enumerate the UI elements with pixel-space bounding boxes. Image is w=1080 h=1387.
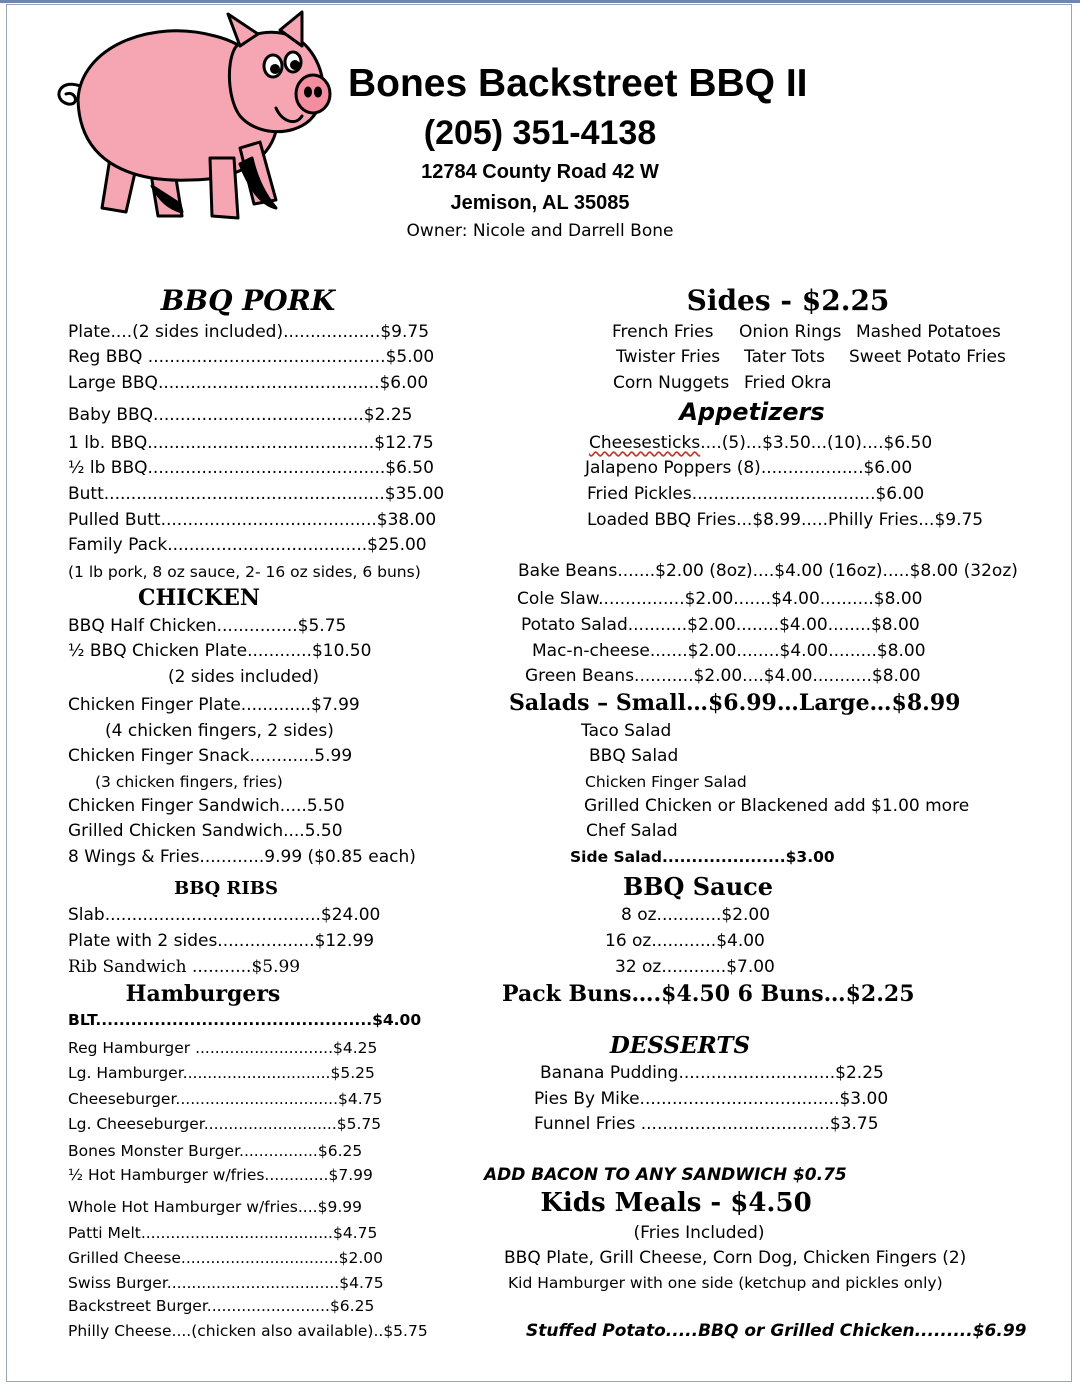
chicken-heading: CHICKEN (137, 585, 261, 611)
bulk-side-item: Bake Beans.......$2.00 (8oz)....$4.00 (16oz).....$8.00 (32oz) (518, 561, 1018, 581)
menu-item: Philly Cheese....(chicken also available)..$5.75 (68, 1322, 428, 1340)
appetizer-item: Loaded BBQ Fries...$8.99.....Philly Fries...$9.75 (587, 510, 984, 530)
cheesesticks-word: Cheesesticks (589, 433, 701, 453)
restaurant-title: Bones Backstreet BBQ II (348, 62, 808, 105)
menu-item: 8 Wings & Fries............9.99 ($0.85 each) (68, 847, 416, 867)
appetizer-item: Fried Pickles..................................$6.00 (587, 484, 925, 504)
menu-item: Backstreet Burger.........................$6.25 (68, 1297, 375, 1315)
side-item: Fried Okra (744, 373, 832, 393)
menu-item-note: (2 sides included) (168, 667, 319, 687)
sauce-item: 16 oz............$4.00 (605, 931, 765, 951)
menu-item-note: (1 lb pork, 8 oz sauce, 2- 16 oz sides, 6 buns) (68, 563, 421, 581)
bbq-sauce-heading: BBQ Sauce (622, 872, 774, 901)
menu-item: Reg Hamburger ............................$4.25 (68, 1039, 378, 1057)
stuffed-potato-line: Stuffed Potato.....BBQ or Grilled Chicken.........$6.99 (526, 1321, 1027, 1341)
kids-item: BBQ Plate, Grill Cheese, Corn Dog, Chicken Fingers (2) (504, 1248, 967, 1268)
salad-item: BBQ Salad (589, 746, 679, 766)
bacon-note: ADD BACON TO ANY SANDWICH $0.75 (484, 1165, 847, 1185)
bulk-side-item: Mac-n-cheese.......$2.00........$4.00.........$8.00 (532, 641, 926, 661)
menu-item: Plate....(2 sides included)..................$9.75 (68, 322, 430, 342)
bulk-side-item: Potato Salad...........$2.00........$4.00........$8.00 (521, 615, 920, 635)
menu-item: Cheeseburger.................................$4.75 (68, 1090, 383, 1108)
menu-item: Whole Hot Hamburger w/fries....$9.99 (68, 1198, 362, 1216)
menu-item: Chicken Finger Plate.............$7.99 (68, 695, 360, 715)
menu-item: Bones Monster Burger................$6.25 (68, 1142, 363, 1160)
menu-item: Butt....................................................$35.00 (68, 484, 445, 504)
bbq-ribs-heading: BBQ RIBS (174, 878, 278, 899)
side-item: French Fries (612, 322, 714, 342)
side-item: Mashed Potatoes (856, 322, 1001, 342)
side-item: Corn Nuggets (613, 373, 730, 393)
sauce-item: 8 oz............$2.00 (621, 905, 771, 925)
dessert-item: Pies By Mike.....................................$3.00 (534, 1089, 889, 1109)
buns-line: Pack Buns….$4.50 6 Buns…$2.25 (502, 981, 915, 1007)
kids-item: Kid Hamburger with one side (ketchup and pickles only) (508, 1274, 943, 1292)
appetizers-heading: Appetizers (679, 398, 825, 426)
kids-item-note: (Fries Included) (633, 1223, 765, 1243)
kids-meals-heading: Kids Meals - $4.50 (540, 1188, 812, 1218)
salad-item: Chicken Finger Salad (585, 773, 747, 791)
menu-item: Swiss Burger...................................$4.75 (68, 1274, 384, 1292)
menu-item: Slab........................................$24.00 (68, 905, 381, 925)
address-line-2: Jemison, AL 35085 (450, 192, 630, 214)
menu-item: Patti Melt.......................................$4.75 (68, 1224, 378, 1242)
hamburgers-heading: Hamburgers (125, 981, 281, 1007)
menu-item: ½ lb BBQ............................................$6.50 (68, 458, 434, 478)
dessert-item: Banana Pudding.............................$2.25 (540, 1063, 884, 1083)
side-item: Sweet Potato Fries (849, 347, 1006, 367)
owner-line: Owner: Nicole and Darrell Bone (406, 221, 674, 241)
menu-item: BLT...............................................$4.00 (68, 1011, 422, 1029)
menu-item: Reg BBQ ............................................$5.00 (68, 347, 435, 367)
side-salad-item: Side Salad.....................$3.00 (570, 848, 835, 866)
bulk-side-item: Green Beans...........$2.00....$4.00...........$8.00 (525, 666, 921, 686)
salads-heading: Salads – Small…$6.99…Large…$8.99 (509, 690, 961, 716)
salad-item: Grilled Chicken or Blackened add $1.00 more (584, 796, 970, 816)
cheesesticks-prices: ....(5)...$3.50...(10)....$6.50 (700, 433, 933, 453)
appetizer-item: Jalapeno Poppers (8)...................$6.00 (585, 458, 913, 478)
bulk-side-item: Cole Slaw................$2.00.......$4.00..........$8.00 (517, 589, 923, 609)
menu-item: Baby BBQ.......................................$2.25 (68, 405, 413, 425)
menu-item: Grilled Cheese................................$2.00 (68, 1249, 383, 1267)
top-border-line (0, 0, 1080, 3)
sauce-item: 32 oz............$7.00 (615, 957, 775, 977)
menu-item: ½ BBQ Chicken Plate............$10.50 (68, 641, 372, 661)
menu-item-note: (3 chicken fingers, fries) (95, 773, 283, 791)
menu-item: ½ Hot Hamburger w/fries.............$7.99 (68, 1166, 373, 1184)
sides-heading: Sides - $2.25 (686, 284, 890, 317)
menu-item: Lg. Cheeseburger...........................$5.75 (68, 1115, 382, 1133)
salad-item: Chef Salad (586, 821, 678, 841)
salad-item: Taco Salad (581, 721, 672, 741)
address-line-1: 12784 County Road 42 W (421, 161, 659, 183)
dessert-item: Funnel Fries ...................................$3.75 (534, 1114, 879, 1134)
menu-item: Pulled Butt........................................$38.00 (68, 510, 437, 530)
menu-item: BBQ Half Chicken...............$5.75 (68, 616, 347, 636)
menu-item: Chicken Finger Snack............5.99 (68, 746, 353, 766)
menu-item: Rib Sandwich ...........$5.99 (68, 957, 301, 977)
menu-item: Grilled Chicken Sandwich....5.50 (68, 821, 343, 841)
side-item: Onion Rings (739, 322, 842, 342)
menu-item: Large BBQ.........................................$6.00 (68, 373, 429, 393)
side-item: Tater Tots (744, 347, 825, 367)
desserts-heading: DESSERTS (609, 1032, 751, 1059)
bbq-pork-heading: BBQ PORK (160, 284, 336, 317)
menu-item: 1 lb. BBQ..........................................$12.75 (68, 433, 434, 453)
menu-item: Plate with 2 sides..................$12.99 (68, 931, 375, 951)
menu-item-note: (4 chicken fingers, 2 sides) (105, 721, 334, 741)
menu-item: Lg. Hamburger..............................$5.25 (68, 1064, 375, 1082)
menu-item: Family Pack.....................................$25.00 (68, 535, 427, 555)
side-item: Twister Fries (616, 347, 721, 367)
phone-number: (205) 351-4138 (423, 114, 657, 152)
appetizer-item-cheesesticks (589, 433, 932, 453)
menu-item: Chicken Finger Sandwich.....5.50 (68, 796, 345, 816)
pig-logo-icon (40, 8, 340, 228)
